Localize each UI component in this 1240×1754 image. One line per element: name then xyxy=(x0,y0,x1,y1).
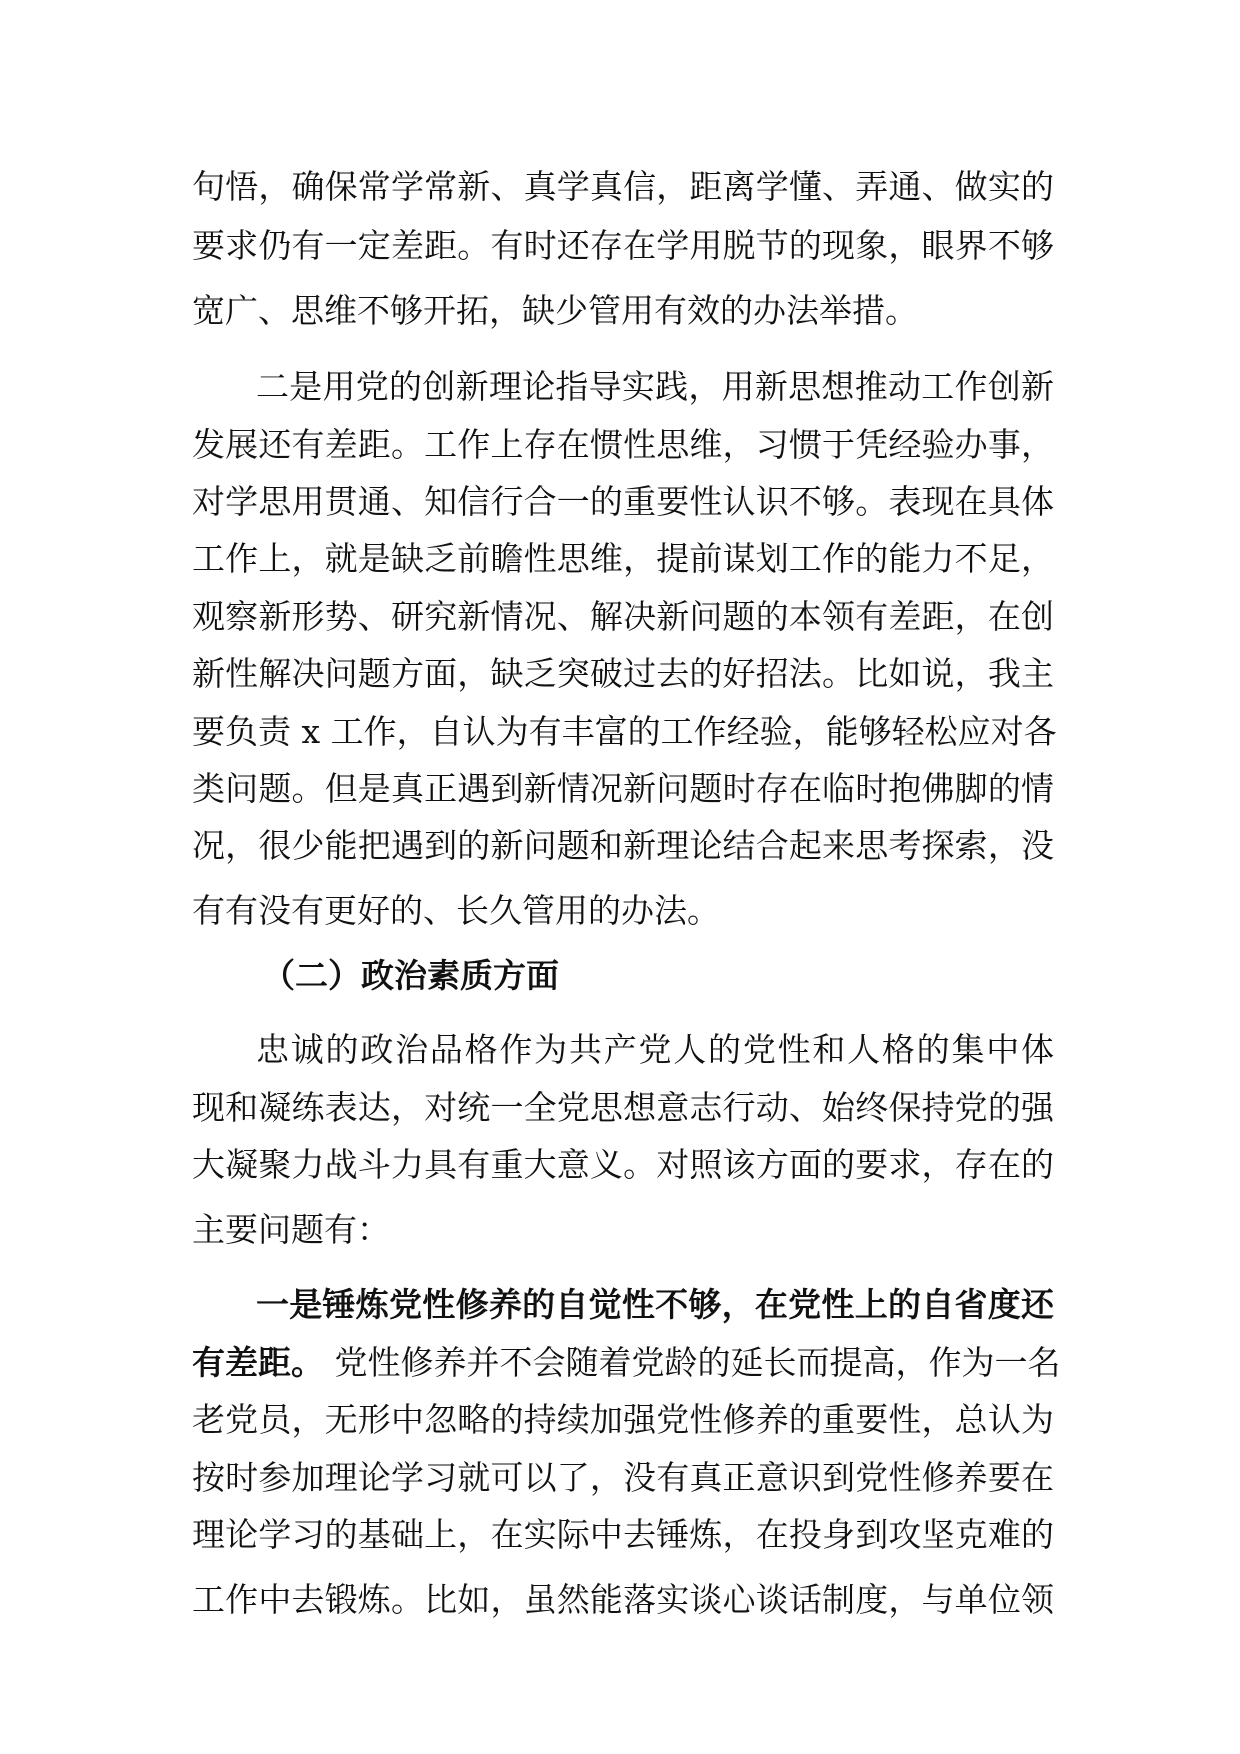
text-line: 况，很少能把遇到的新问题和新理论结合起来思考探索，没 xyxy=(192,826,1054,865)
text-line: 大凝聚力战斗力具有重大意义。对照该方面的要求，存在的 xyxy=(192,1145,1054,1184)
paragraph-first-line: 二是用党的创新理论指导实践，用新思想推动工作创新 xyxy=(256,367,1054,406)
text-line: 新性解决问题方面，缺乏突破过去的好招法。比如说，我主 xyxy=(192,654,1054,693)
text-line: 工作中去锻炼。比如，虽然能落实谈心谈话制度，与单位领 xyxy=(192,1580,1054,1619)
text-line: 要负责 x 工作，自认为有丰富的工作经验，能够轻松应对各 xyxy=(192,712,1057,751)
text-line: 理论学习的基础上，在实际中去锤炼，在投身到攻坚克难的 xyxy=(192,1515,1054,1554)
text-line: 要求仍有一定差距。有时还存在学用脱节的现象，眼界不够 xyxy=(192,226,1054,265)
text-line: 类问题。但是真正遇到新情况新问题时存在临时抱佛脚的情 xyxy=(192,769,1054,808)
bold-lead-line: 一是锤炼党性修养的自觉性不够，在党性上的自省度还 xyxy=(256,1285,1054,1324)
text-line: 发展还有差距。工作上存在惯性思维，习惯于凭经验办事， xyxy=(192,425,1054,464)
text-line: 观察新形势、研究新情况、解决新问题的本领有差距，在创 xyxy=(192,597,1054,636)
text-line: 按时参加理论学习就可以了，没有真正意识到党性修养要在 xyxy=(192,1458,1054,1497)
text-line: 宽广、思维不够开拓，缺少管用有效的办法举措。 xyxy=(192,291,918,330)
bold-lead-text: 有差距。 xyxy=(192,1343,324,1382)
text-line: 主要问题有： xyxy=(192,1210,390,1249)
text-line: 有有没有更好的、长久管用的办法。 xyxy=(192,891,720,930)
text-line: 现和凝练表达，对统一全党思想意志行动、始终保持党的强 xyxy=(192,1088,1054,1127)
paragraph-first-line: 忠诚的政治品格作为共产党人的党性和人格的集中体 xyxy=(256,1030,1054,1069)
mixed-line xyxy=(192,1335,1061,1391)
text-line: 老党员，无形中忽略的持续加强党性修养的重要性，总认为 xyxy=(192,1400,1054,1439)
text-line: 对学思用贯通、知信行合一的重要性认识不够。表现在具体 xyxy=(192,482,1054,521)
text-line: 句悟，确保常学常新、真学真信，距离学懂、弄通、做实的 xyxy=(192,167,1054,206)
section-heading: （二）政治素质方面 xyxy=(262,956,559,995)
line-rest-text: 党性修养并不会随着党龄的延长而提高，作为一名 xyxy=(324,1343,1061,1382)
text-line: 工作上，就是缺乏前瞻性思维，提前谋划工作的能力不足， xyxy=(192,539,1054,578)
